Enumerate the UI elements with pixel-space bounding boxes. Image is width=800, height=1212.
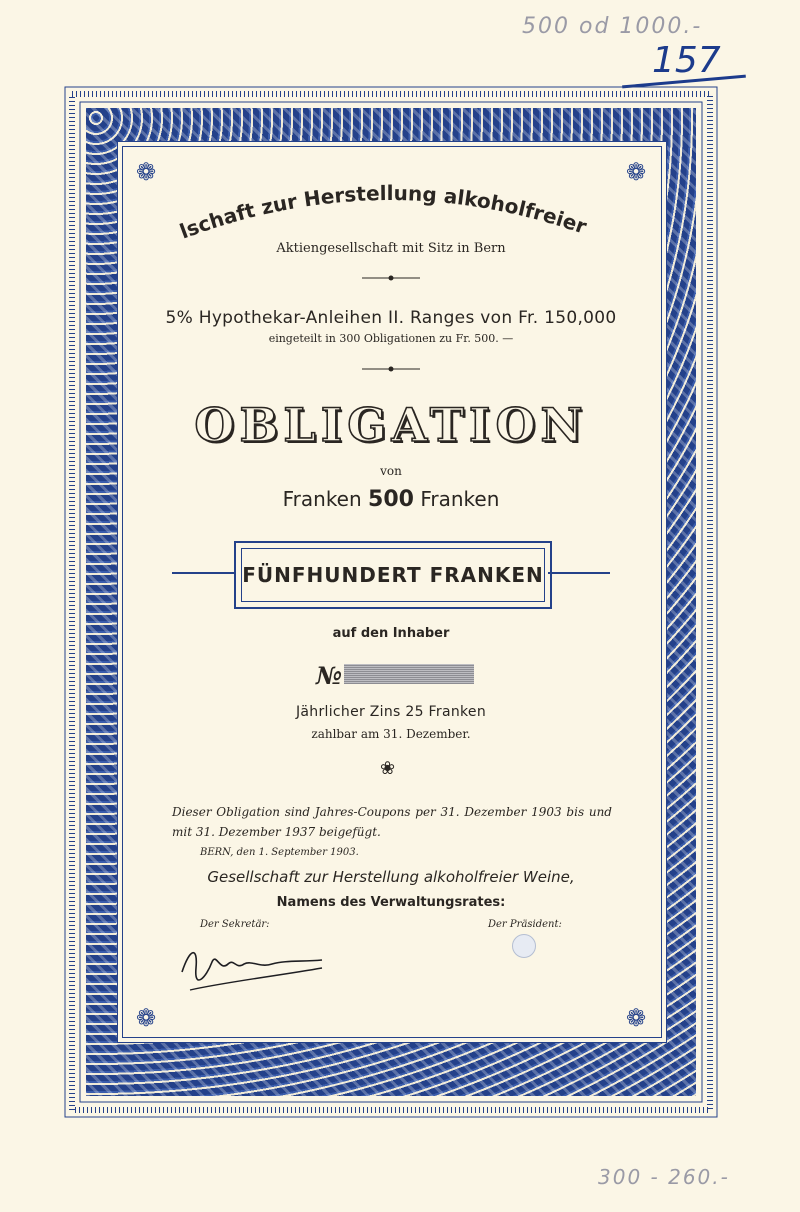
document-heading: OBLIGATION [194,398,588,452]
von-label: von [380,464,402,478]
ink-number: 157 [652,40,721,81]
svg-text:Gesellschaft zur Herstellung a [150,170,597,244]
amount-line [122,487,660,512]
number-sign: № [316,661,343,690]
divider-ornament-1 [360,273,422,283]
box-flourish-right [548,572,610,574]
pencil-annotation-top: 500 od 1000.- [522,14,703,39]
secretary-label: Der Sekretär: [200,919,270,930]
loan-division: eingeteilt in 300 Obligationen zu Fr. 500. — [268,332,514,345]
board-line: Namens des Verwaltungsrates: [276,895,506,910]
amount-value: 500 [368,487,414,512]
coupons-text: Dieser Obligation sind Jahres-Coupons per 31. Dezember 1903 bis und mit 31. Dezember 1937 beigefügt. [172,805,612,839]
amount-words-box [234,541,552,609]
company-name: lschaft zur Herstellung alkoholfreier [176,180,590,244]
bearer-label: auf den Inhaber [332,626,450,641]
pencil-annotation-bottom: 300 - 260.- [598,1165,730,1189]
secretary-signature [176,938,326,998]
corner-ornament-top-right: ❁ [625,158,647,186]
flower-ornament-icon: ❀ [380,758,396,779]
serial-number-field [344,664,474,684]
amount-words: FÜNFHUNDERT FRANKEN [241,548,545,602]
amount-suffix: Franken [420,487,500,511]
loan-title: 5% Hypothekar-Anleihen II. Ranges von Fr. 150,000 [165,308,617,328]
company-signature-line: Gesellschaft zur Herstellung alkoholfreier Weine, [207,868,575,886]
amount-prefix: Franken [282,487,362,511]
divider-ornament-2 [360,364,422,374]
legal-form: Aktiengesellschaft mit Sitz in Bern [276,241,506,256]
box-flourish-left [172,572,234,574]
president-label: Der Präsident: [488,919,562,930]
corner-ornament-bottom-right: ❁ [625,1004,647,1032]
corner-ornament-top-left: ❁ [135,158,157,186]
embossed-stamp [512,934,536,958]
payable-line: zahlbar am 31. Dezember. [311,727,471,741]
interest-line: Jährlicher Zins 25 Franken [295,704,486,720]
place-date: BERN, den 1. September 1903. [200,847,359,858]
corner-ornament-bottom-left: ❁ [135,1004,157,1032]
